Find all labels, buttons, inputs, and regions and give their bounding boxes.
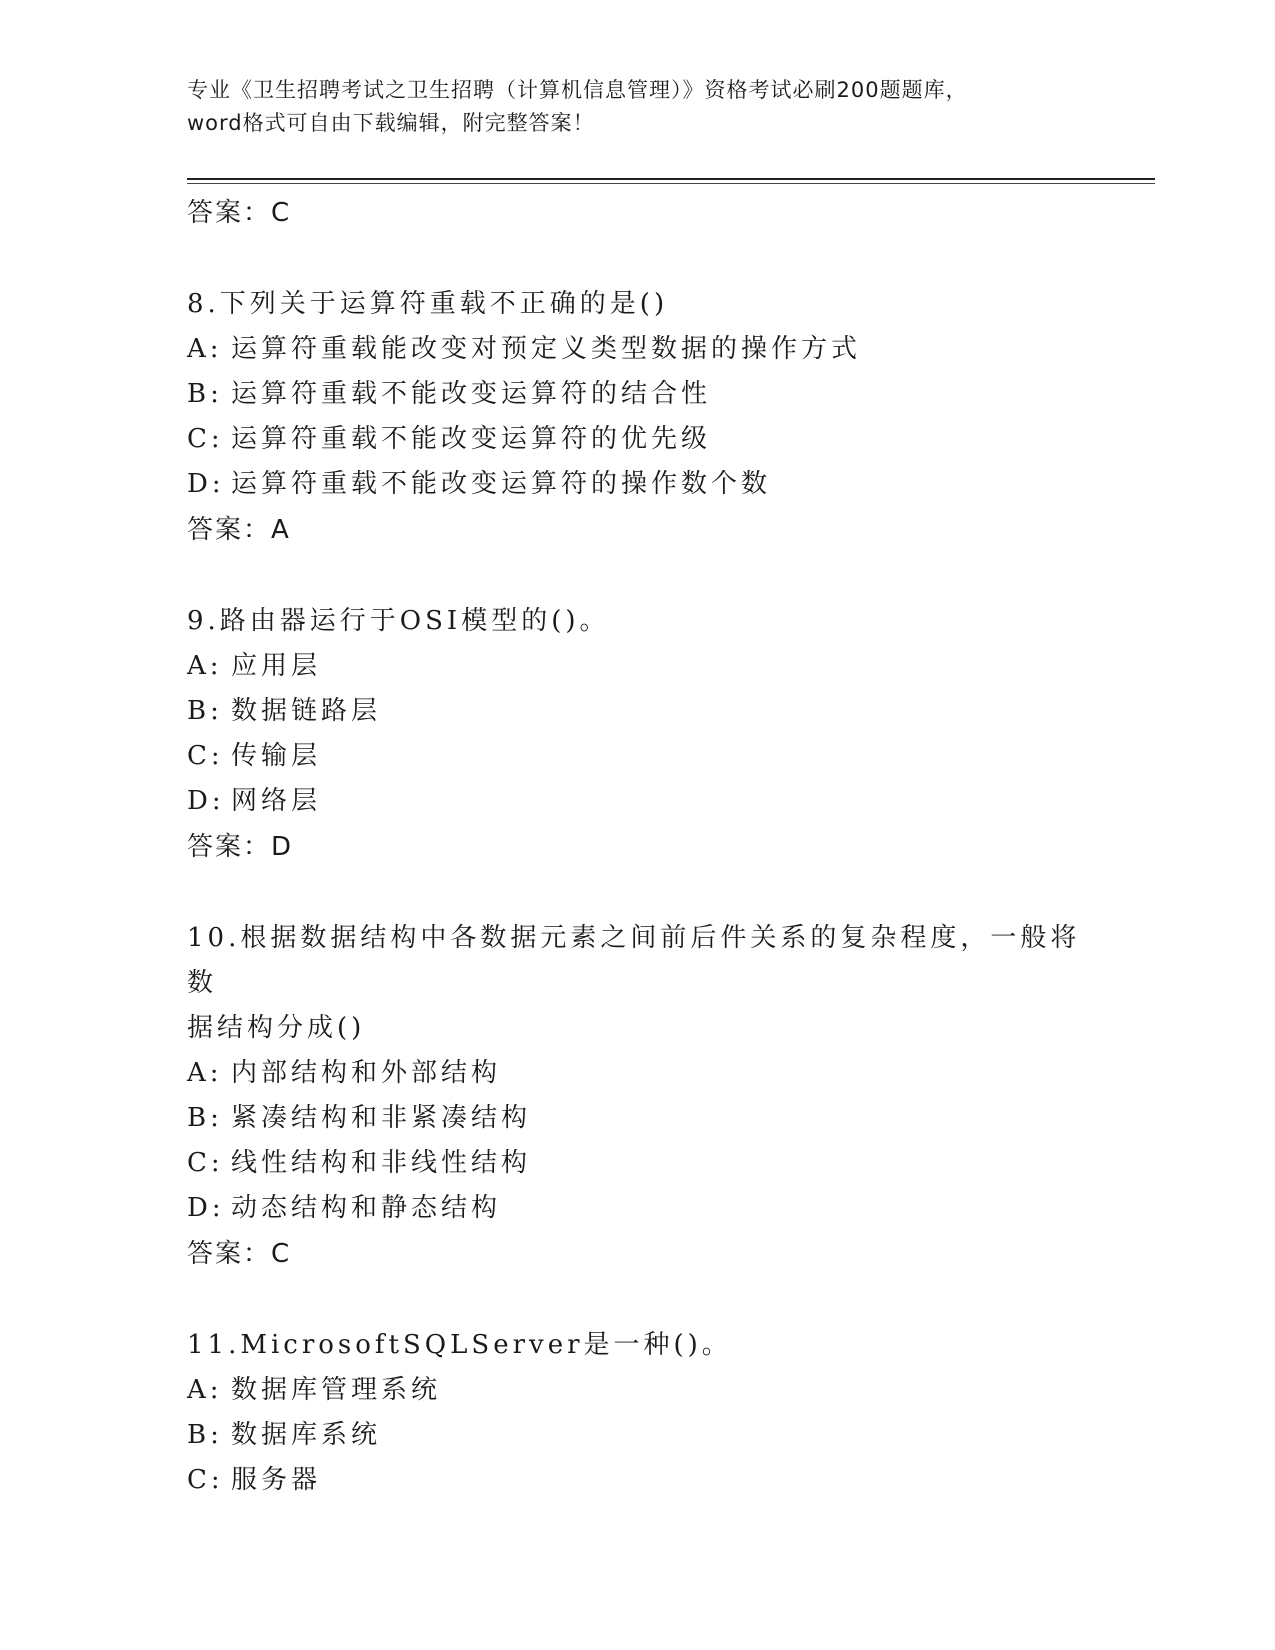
option-b [187, 372, 1107, 417]
option-text: 传输层 [231, 741, 322, 771]
option-text: 数据库管理系统 [231, 1375, 442, 1405]
question-stem: 11.MicrosoftSQLServer是一种()。 [187, 1330, 732, 1360]
option-d [187, 779, 1107, 824]
option-a [187, 1368, 1107, 1413]
question-9 [187, 599, 1107, 870]
option-text: 数据库系统 [231, 1420, 382, 1450]
option-text: 运算符重载能改变对预定义类型数据的操作方式 [231, 334, 862, 364]
option-key: A: [187, 1375, 223, 1405]
option-text: 运算符重载不能改变运算符的优先级 [231, 424, 712, 454]
answer-value: C [271, 198, 291, 228]
option-d [187, 462, 1107, 507]
option-key: D: [187, 1193, 225, 1223]
answer-label: 答案： [187, 198, 272, 228]
answer-line [187, 824, 1107, 870]
option-a [187, 644, 1107, 689]
header-line-1: 专业《卫生招聘考试之卫生招聘（计算机信息管理）》资格考试必刷200题题库， [187, 78, 968, 102]
option-key: B: [187, 1420, 223, 1450]
option-key: B: [187, 696, 223, 726]
option-a [187, 327, 1107, 372]
option-key: A: [187, 1058, 223, 1088]
answer-label: 答案： [187, 832, 272, 862]
header-divider-thin [187, 183, 1155, 184]
answer-label: 答案： [187, 515, 272, 545]
option-c [187, 417, 1107, 462]
option-key: C: [187, 1148, 224, 1178]
answer-line [187, 190, 1107, 236]
question-stem: 8.下列关于运算符重载不正确的是() [187, 289, 669, 319]
option-key: B: [187, 1103, 223, 1133]
option-key: C: [187, 741, 224, 771]
option-key: C: [187, 424, 224, 454]
question-11 [187, 1323, 1107, 1503]
option-a [187, 1051, 1107, 1096]
option-text: 运算符重载不能改变运算符的结合性 [231, 379, 712, 409]
question-8 [187, 282, 1107, 553]
option-text: 紧凑结构和非紧凑结构 [231, 1103, 532, 1133]
answer-line [187, 1231, 1107, 1277]
answer-line [187, 507, 1107, 553]
question-stem-line-2: 据结构分成() [187, 1013, 366, 1043]
question-stem: 9.路由器运行于OSI模型的()。 [187, 606, 610, 636]
option-b [187, 1413, 1107, 1458]
option-text: 线性结构和非线性结构 [231, 1148, 532, 1178]
option-key: A: [187, 334, 223, 364]
option-text: 数据链路层 [231, 696, 382, 726]
question-10 [187, 916, 1107, 1277]
option-d [187, 1186, 1107, 1231]
option-c [187, 1141, 1107, 1186]
option-c [187, 734, 1107, 779]
answer-value: A [271, 515, 290, 545]
question-stem-line-1: 10.根据数据结构中各数据元素之间前后件关系的复杂程度，一般将数 [187, 923, 1081, 998]
option-text: 动态结构和静态结构 [231, 1193, 502, 1223]
option-text: 服务器 [231, 1465, 322, 1495]
option-b [187, 1096, 1107, 1141]
option-key: A: [187, 651, 223, 681]
header-line-2: word格式可自由下载编辑，附完整答案！ [187, 111, 595, 135]
option-text: 运算符重载不能改变运算符的操作数个数 [231, 469, 772, 499]
header-divider-thick [187, 178, 1155, 180]
option-key: C: [187, 1465, 224, 1495]
option-text: 应用层 [231, 651, 322, 681]
option-key: D: [187, 469, 225, 499]
document-header [187, 74, 1087, 140]
answer-label: 答案： [187, 1239, 272, 1269]
answer-value: D [271, 832, 293, 862]
option-text: 网络层 [231, 786, 322, 816]
option-text: 内部结构和外部结构 [231, 1058, 502, 1088]
option-key: B: [187, 379, 223, 409]
option-b [187, 689, 1107, 734]
option-key: D: [187, 786, 225, 816]
question-list [187, 190, 1107, 1503]
answer-value: C [271, 1239, 291, 1269]
option-c [187, 1458, 1107, 1503]
